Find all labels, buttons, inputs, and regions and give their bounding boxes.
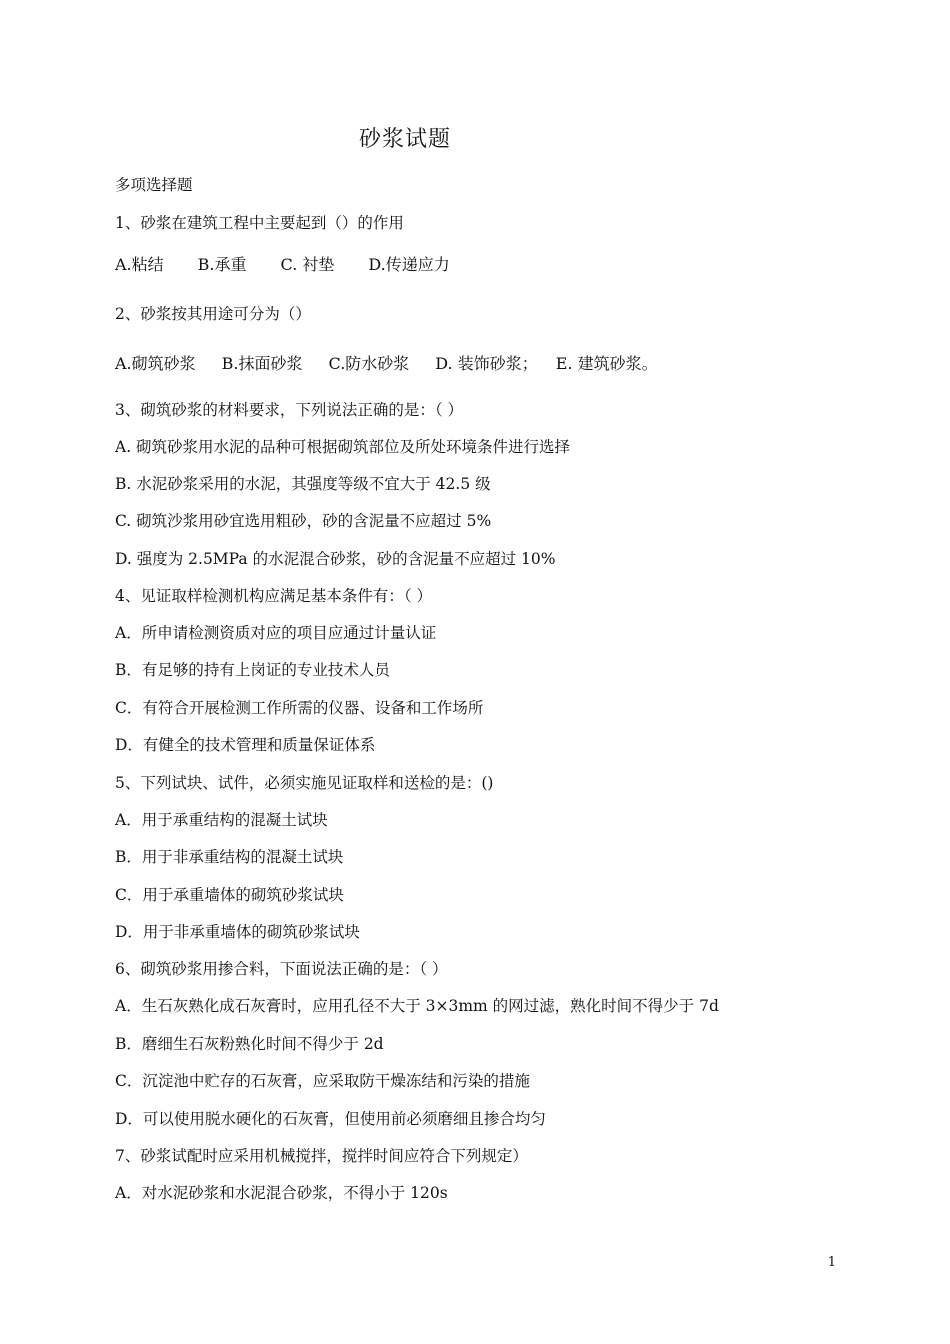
question-7: 7、砂浆试配时应采用机械搅拌，搅拌时间应符合下列规定） [115,1147,528,1165]
question-3-option-d: D. 强度为 2.5MPa 的水泥混合砂浆，砂的含泥量不应超过 10% [115,550,556,568]
question-1-options [115,252,484,275]
option-d: D. 装饰砂浆； [435,354,538,373]
question-5-option-c: C．用于承重墙体的砌筑砂浆试块 [115,886,344,904]
option-e: E. 建筑砂浆。 [555,354,658,373]
option-b: B.承重 [197,255,247,274]
section-heading: 多项选择题 [115,176,193,194]
question-5: 5、下列试块、试件，必须实施见证取样和送检的是：() [115,774,494,792]
question-5-option-a: A．用于承重结构的混凝土试块 [115,811,328,829]
option-a: A.砌筑砂浆 [115,354,196,373]
question-1: 1、砂浆在建筑工程中主要起到（）的作用 [115,214,404,232]
question-6-option-c: C．沉淀池中贮存的石灰膏，应采取防干燥冻结和污染的措施 [115,1072,530,1090]
question-5-option-b: B．用于非承重结构的混凝土试块 [115,848,344,866]
question-3-option-b: B. 水泥砂浆采用的水泥，其强度等级不宜大于 42.5 级 [115,475,491,493]
question-2: 2、砂浆按其用途可分为（） [115,305,311,323]
question-4: 4、见证取样检测机构应满足基本条件有：（ ） [115,587,433,605]
question-4-option-a: A．所申请检测资质对应的项目应通过计量认证 [115,624,437,642]
page-number: 1 [827,1255,836,1270]
option-c: C. 衬垫 [280,255,335,274]
question-6-option-d: D．可以使用脱水硬化的石灰膏，但使用前必须磨细且掺合均匀 [115,1110,546,1128]
question-4-option-b: B．有足够的持有上岗证的专业技术人员 [115,661,390,679]
question-7-option-a: A．对水泥砂浆和水泥混合砂浆，不得小于 120s [115,1184,448,1202]
question-6-option-b: B．磨细生石灰粉熟化时间不得少于 2d [115,1035,384,1053]
question-5-option-d: D．用于非承重墙体的砌筑砂浆试块 [115,923,360,941]
question-4-option-d: D．有健全的技术管理和质量保证体系 [115,736,376,754]
question-3-option-a: A. 砌筑砂浆用水泥的品种可根据砌筑部位及所处环境条件进行选择 [115,438,571,456]
option-c: C.防水砂浆 [328,354,410,373]
page-title: 砂浆试题 [358,127,451,152]
question-6-option-a: A．生石灰熟化成石灰膏时，应用孔径不大于 3×3mm 的网过滤，熟化时间不得少于 7d [115,997,719,1015]
question-6: 6、砌筑砂浆用掺合料，下面说法正确的是：（ ） [115,960,448,978]
option-a: A.粘结 [115,255,164,274]
question-2-options [115,351,692,374]
option-b: B.抹面砂浆 [221,354,303,373]
option-d: D.传递应力 [368,255,450,274]
question-3-option-c: C. 砌筑沙浆用砂宜选用粗砂，砂的含泥量不应超过 5% [115,512,492,530]
question-4-option-c: C．有符合开展检测工作所需的仪器、设备和工作场所 [115,699,484,717]
question-3: 3、砌筑砂浆的材料要求，下列说法正确的是：（ ） [115,401,464,419]
